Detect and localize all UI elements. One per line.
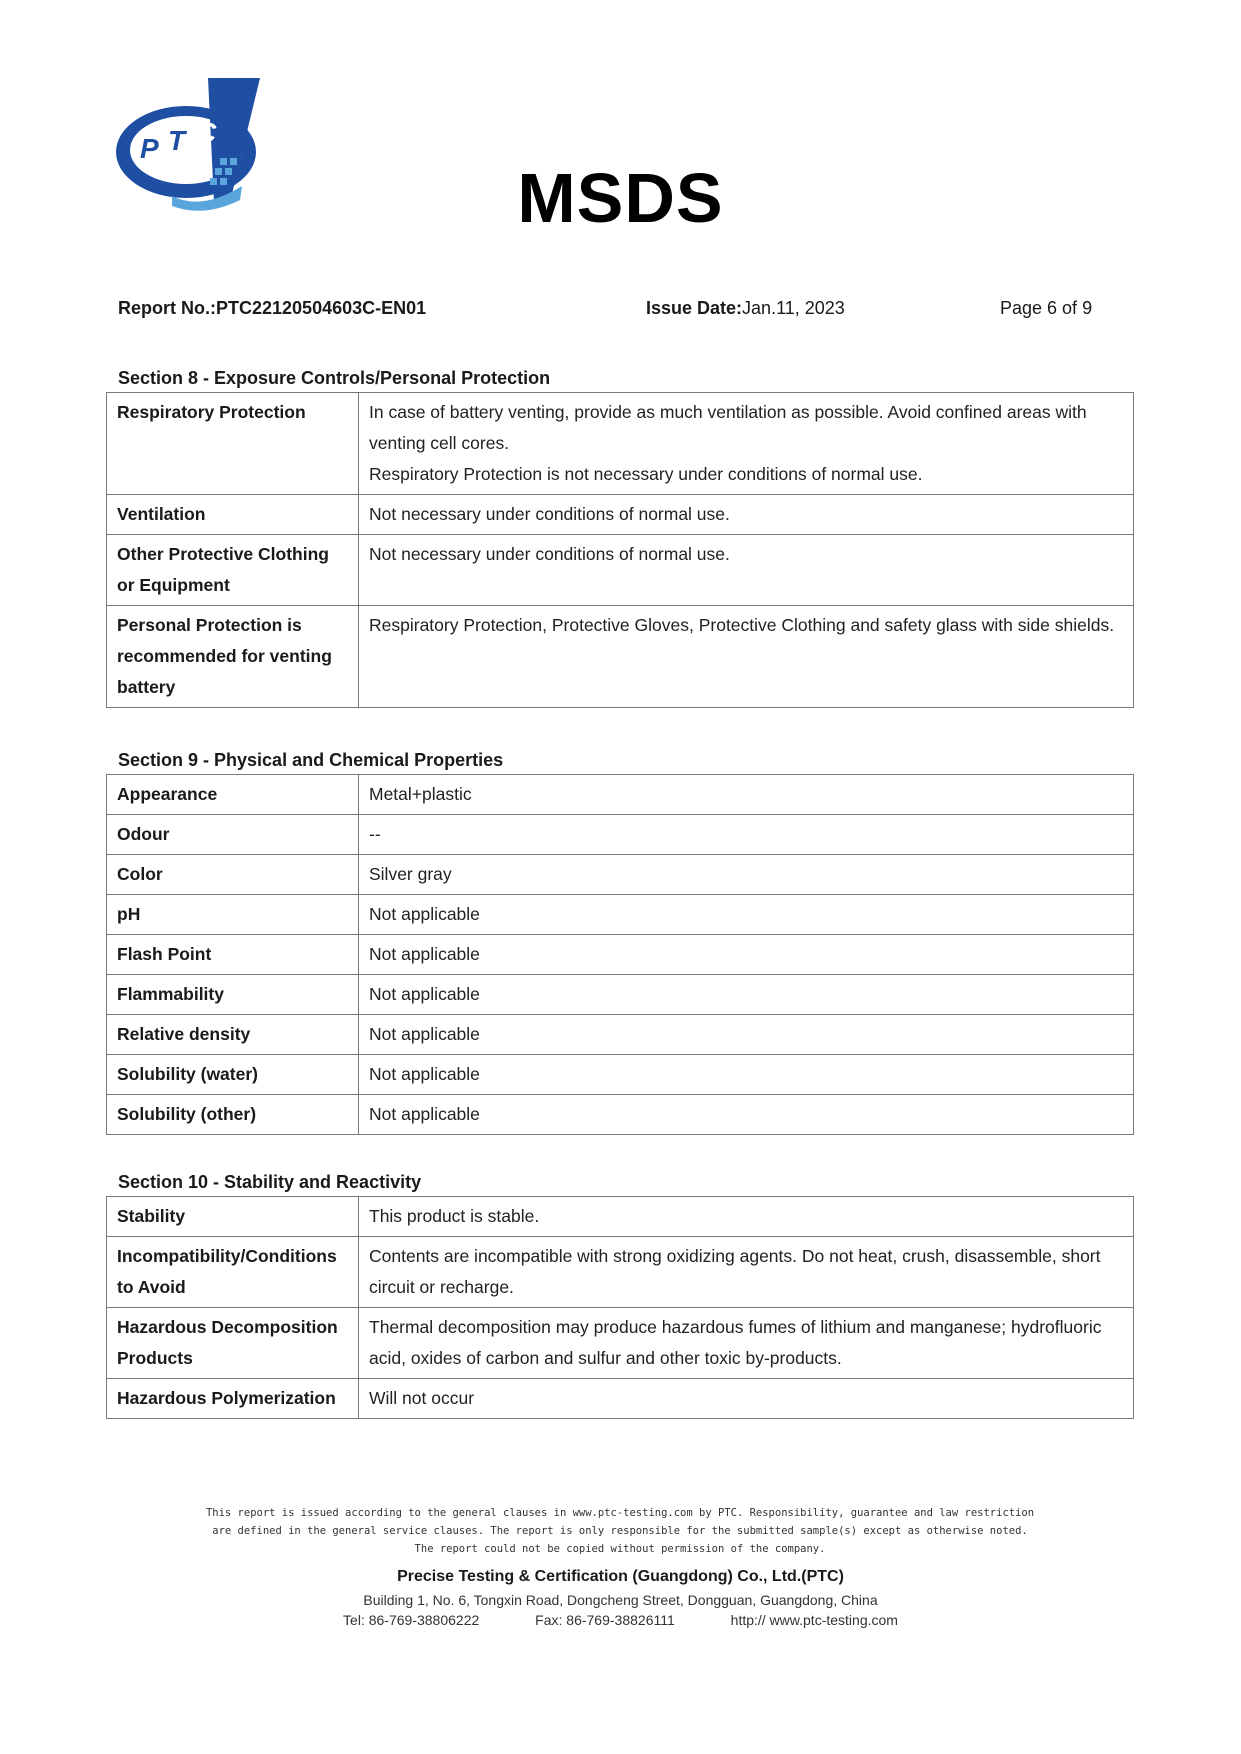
table-row bbox=[107, 895, 1134, 935]
table-row bbox=[107, 495, 1134, 535]
footer-contacts bbox=[0, 1612, 1241, 1628]
table-row bbox=[107, 393, 1134, 495]
row-key: Hazardous Decomposition Products bbox=[107, 1308, 359, 1379]
row-value bbox=[359, 393, 1134, 495]
table-row bbox=[107, 1308, 1134, 1379]
table-row bbox=[107, 606, 1134, 708]
footer-disclaimer-line: The report could not be copied without permission of the company. bbox=[414, 1543, 826, 1555]
issue-date-value: Jan.11, 2023 bbox=[742, 298, 845, 318]
table-row bbox=[107, 975, 1134, 1015]
row-key: Appearance bbox=[107, 775, 359, 815]
report-number bbox=[118, 298, 426, 319]
row-value: Not applicable bbox=[359, 1095, 1134, 1135]
report-no-label: Report No.: bbox=[118, 298, 216, 318]
row-value: Not necessary under conditions of normal use. bbox=[359, 495, 1134, 535]
page-number: Page 6 of 9 bbox=[1000, 298, 1093, 318]
table-row bbox=[107, 535, 1134, 606]
row-value: Respiratory Protection, Protective Gloves, Protective Clothing and safety glass with side shields. bbox=[359, 606, 1134, 708]
row-key: Flammability bbox=[107, 975, 359, 1015]
table-row bbox=[107, 1015, 1134, 1055]
row-value: Not applicable bbox=[359, 1015, 1134, 1055]
table-row bbox=[107, 1237, 1134, 1308]
row-value: Not necessary under conditions of normal use. bbox=[359, 535, 1134, 606]
row-value: This product is stable. bbox=[359, 1197, 1134, 1237]
table-row bbox=[107, 1055, 1134, 1095]
row-value: Will not occur bbox=[359, 1379, 1134, 1419]
table-row bbox=[107, 1197, 1134, 1237]
section-10-title: Section 10 - Stability and Reactivity bbox=[118, 1172, 422, 1192]
report-no-value: PTC22120504603C-EN01 bbox=[216, 298, 427, 318]
logo-letter-t: T bbox=[168, 125, 186, 156]
footer-tel: Tel: 86-769-38806222 bbox=[343, 1612, 480, 1628]
row-key: Solubility (water) bbox=[107, 1055, 359, 1095]
footer-disclaimer-line: are defined in the general service clauses. The report is only responsible for the submitted sample(s) except as otherwise noted. bbox=[212, 1525, 1028, 1537]
row-key: pH bbox=[107, 895, 359, 935]
row-key: Hazardous Polymerization bbox=[107, 1379, 359, 1419]
row-value: Not applicable bbox=[359, 895, 1134, 935]
table-row bbox=[107, 855, 1134, 895]
row-key: Relative density bbox=[107, 1015, 359, 1055]
issue-date-label: Issue Date: bbox=[646, 298, 743, 318]
table-row bbox=[107, 935, 1134, 975]
row-key: Respiratory Protection bbox=[107, 393, 359, 495]
row-value: Not applicable bbox=[359, 975, 1134, 1015]
row-value-line: In case of battery venting, provide as much ventilation as possible. Avoid confined areas with venting cell cores. bbox=[369, 402, 1087, 453]
row-value: Metal+plastic bbox=[359, 775, 1134, 815]
row-key: Ventilation bbox=[107, 495, 359, 535]
row-key: Incompatibility/Conditions to Avoid bbox=[107, 1237, 359, 1308]
footer-website-link[interactable]: http:// www.ptc-testing.com bbox=[730, 1612, 898, 1628]
section-9-table bbox=[106, 774, 1134, 1135]
row-key: Color bbox=[107, 855, 359, 895]
table-row bbox=[107, 815, 1134, 855]
row-value: Not applicable bbox=[359, 1055, 1134, 1095]
row-value: Silver gray bbox=[359, 855, 1134, 895]
table-row bbox=[107, 1379, 1134, 1419]
footer-disclaimer-line: This report is issued according to the general clauses in www.ptc-testing.com by PTC. Responsibility, guarantee and law restriction bbox=[205, 1507, 1035, 1519]
section-9-title: Section 9 - Physical and Chemical Properties bbox=[118, 750, 504, 770]
row-key: Solubility (other) bbox=[107, 1095, 359, 1135]
row-value: Contents are incompatible with strong oxidizing agents. Do not heat, crush, disassemble, short circuit or recharge. bbox=[359, 1237, 1134, 1308]
row-key: Other Protective Clothing or Equipment bbox=[107, 535, 359, 606]
table-row bbox=[107, 1095, 1134, 1135]
footer-fax: Fax: 86-769-38826111 bbox=[535, 1612, 675, 1628]
footer-address: Building 1, No. 6, Tongxin Road, Dongcheng Street, Dongguan, Guangdong, China bbox=[363, 1592, 878, 1608]
footer-company-name: Precise Testing & Certification (Guangdong) Co., Ltd.(PTC) bbox=[397, 1568, 844, 1585]
footer-disclaimer bbox=[160, 1504, 1080, 1558]
issue-date bbox=[646, 298, 845, 319]
logo-letter-p: P bbox=[140, 133, 159, 164]
row-key: Stability bbox=[107, 1197, 359, 1237]
logo-letter-c: C bbox=[196, 117, 217, 148]
section-8-title: Section 8 - Exposure Controls/Personal Protection bbox=[118, 368, 551, 388]
row-value: Thermal decomposition may produce hazardous fumes of lithium and manganese; hydrofluoric acid, oxides of carbon and sulfur and other toxic by-products. bbox=[359, 1308, 1134, 1379]
row-key: Personal Protection is recommended for venting battery bbox=[107, 606, 359, 708]
row-key: Odour bbox=[107, 815, 359, 855]
document-title: MSDS bbox=[517, 159, 724, 237]
section-10-table bbox=[106, 1196, 1134, 1419]
section-8-table bbox=[106, 392, 1134, 708]
row-key: Flash Point bbox=[107, 935, 359, 975]
row-value: Not applicable bbox=[359, 935, 1134, 975]
row-value-line: Respiratory Protection is not necessary under conditions of normal use. bbox=[369, 464, 923, 484]
row-value: -- bbox=[359, 815, 1134, 855]
table-row bbox=[107, 775, 1134, 815]
